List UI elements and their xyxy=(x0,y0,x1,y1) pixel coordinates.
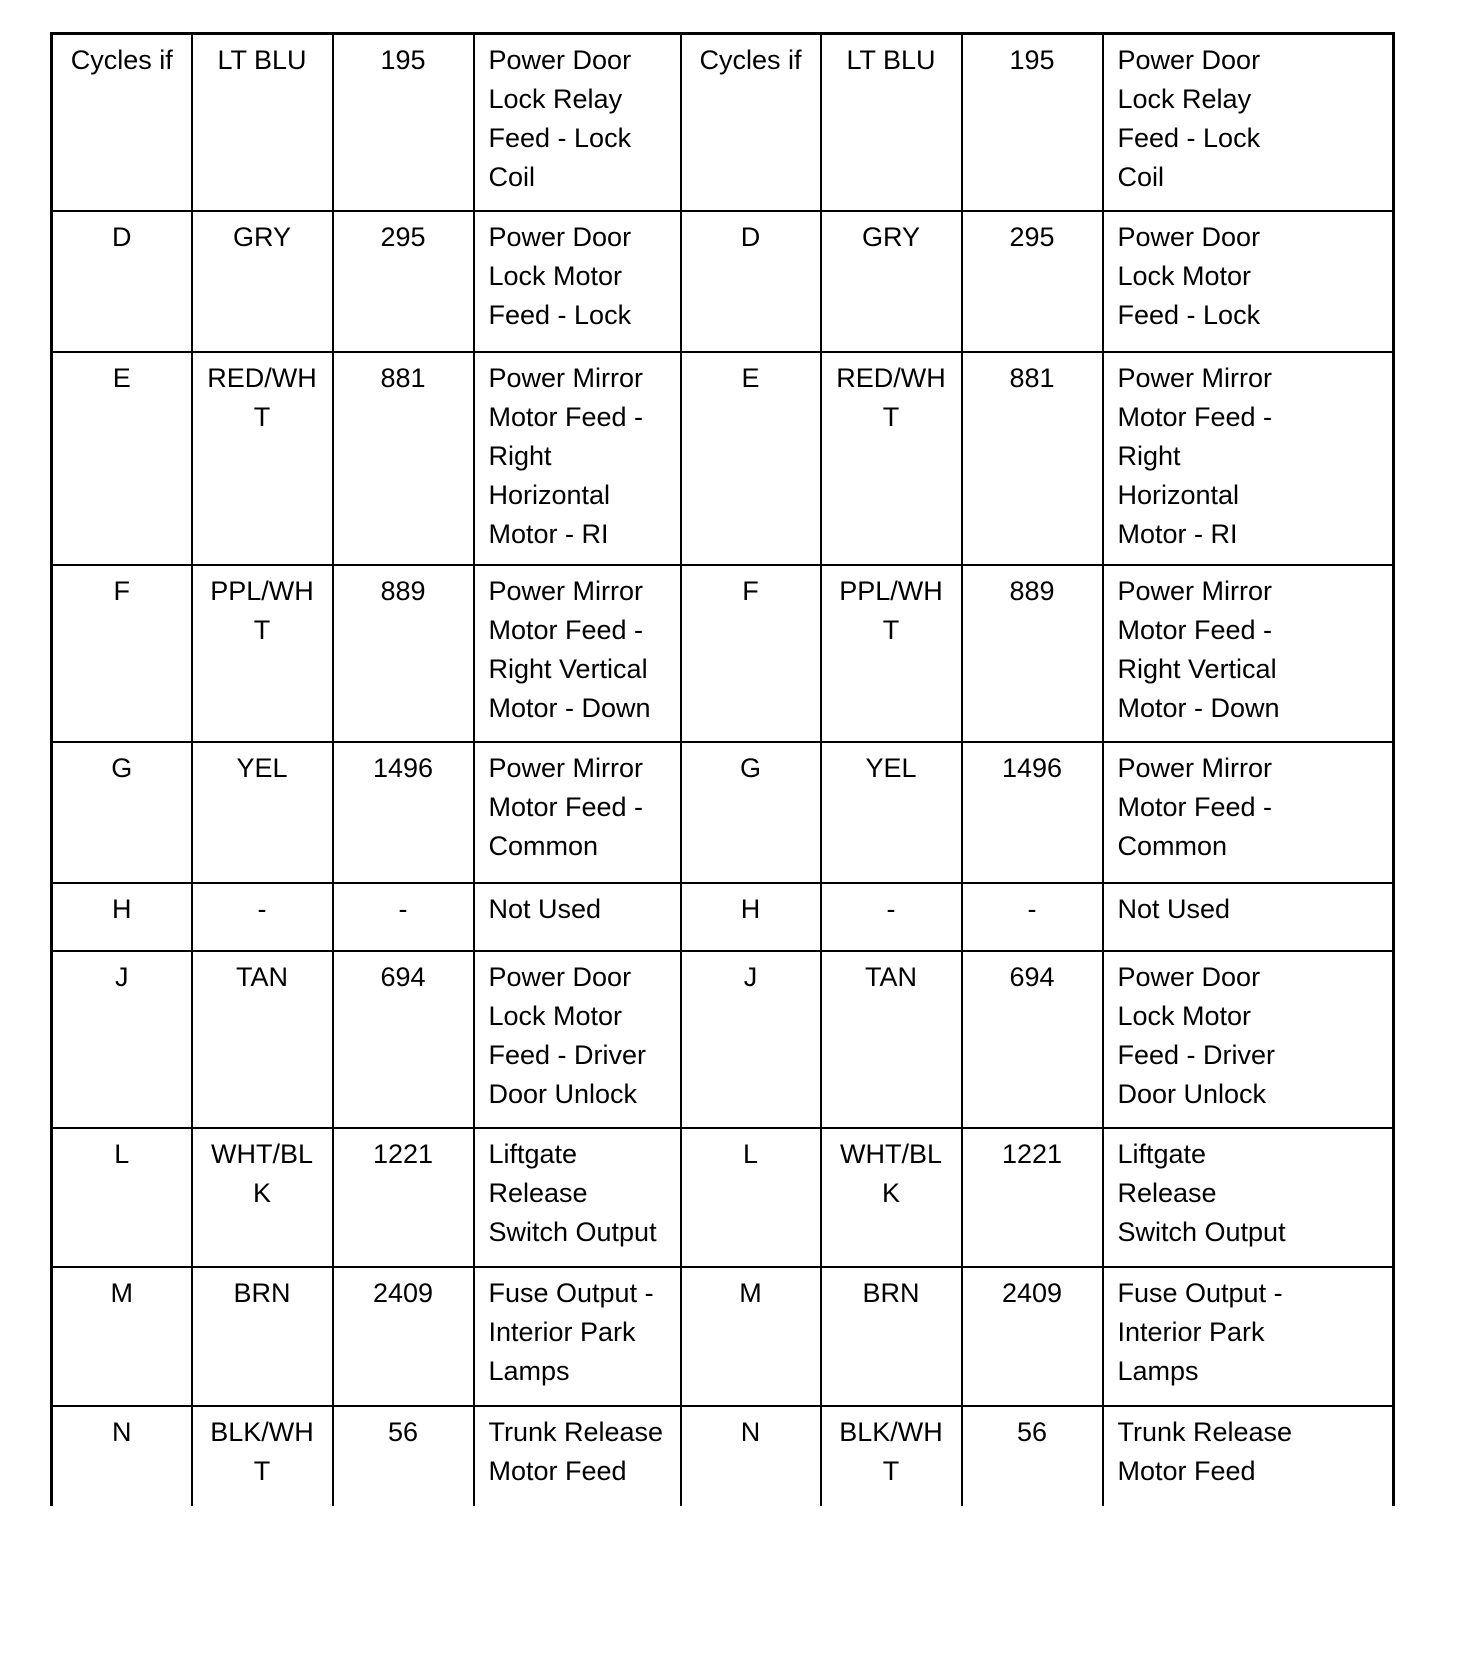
function-line: Horizontal xyxy=(488,479,611,510)
function-line: Lock Motor xyxy=(488,1000,623,1031)
function-cell xyxy=(1103,883,1394,951)
function-line: Feed - Lock xyxy=(1117,123,1261,153)
pin-cell: D xyxy=(52,211,192,352)
function-line: Liftgate xyxy=(488,1138,578,1169)
function-line: Motor - Down xyxy=(1117,692,1280,723)
pin-cell: E xyxy=(52,352,192,565)
wire-color-line: WHT/BL xyxy=(839,1138,942,1169)
function-line: Motor - RI xyxy=(488,518,609,549)
function-line: Power Mirror xyxy=(1117,752,1273,783)
circuit-number-cell: 2409 xyxy=(962,1267,1103,1406)
function-line: Fuse Output - xyxy=(1117,1277,1283,1308)
function-line: Lock Relay xyxy=(1117,84,1252,114)
wire-color-cell xyxy=(821,883,962,951)
function-line: Feed - Lock xyxy=(488,299,632,330)
circuit-number-cell: - xyxy=(962,883,1103,951)
wire-color-line: T xyxy=(882,614,900,645)
pin-cell: Cycles if xyxy=(681,34,821,211)
wire-color-cell xyxy=(821,565,962,742)
function-cell xyxy=(474,34,681,211)
function-line: Trunk Release xyxy=(1117,1416,1293,1447)
function-line: Coil xyxy=(1117,162,1165,192)
pin-cell: N xyxy=(52,1406,192,1506)
function-cell xyxy=(1103,34,1394,211)
pin-cell: J xyxy=(681,951,821,1128)
function-line: Power Mirror xyxy=(488,575,644,606)
function-line: Motor Feed - xyxy=(488,614,644,645)
wire-color-line: T xyxy=(882,1455,900,1486)
function-line: Interior Park xyxy=(488,1316,636,1347)
function-line: Lock Motor xyxy=(1117,260,1252,291)
wire-color-line: RED/WH xyxy=(207,362,317,393)
function-line: Common xyxy=(488,830,599,861)
function-cell xyxy=(1103,1406,1394,1506)
function-line: Power Door xyxy=(488,221,632,252)
connector-pinout-table xyxy=(50,32,1395,1506)
function-line: Right xyxy=(1117,440,1181,471)
pin-cell: H xyxy=(52,883,192,951)
wire-color-line: TAN xyxy=(236,961,288,992)
wire-color-line: BRN xyxy=(862,1277,920,1308)
function-cell xyxy=(474,1406,681,1506)
pin-cell: E xyxy=(681,352,821,565)
circuit-number-cell: 1221 xyxy=(962,1128,1103,1267)
function-line: Power Door xyxy=(1117,45,1261,75)
circuit-number-cell: 195 xyxy=(333,34,474,211)
wire-color-line: TAN xyxy=(865,961,917,992)
function-cell xyxy=(474,565,681,742)
function-line: Switch Output xyxy=(488,1216,657,1247)
circuit-number-cell: 694 xyxy=(333,951,474,1128)
function-cell xyxy=(474,883,681,951)
circuit-number-cell: 295 xyxy=(962,211,1103,352)
circuit-number-cell: 889 xyxy=(962,565,1103,742)
table-row xyxy=(52,565,1394,742)
wire-color-cell xyxy=(192,883,333,951)
function-line: Trunk Release xyxy=(488,1416,664,1447)
function-line: Interior Park xyxy=(1117,1316,1265,1347)
wire-color-line: T xyxy=(882,401,900,432)
function-line: Switch Output xyxy=(1117,1216,1286,1247)
circuit-number-cell: - xyxy=(333,883,474,951)
wire-color-cell xyxy=(192,1406,333,1506)
circuit-number-cell: 881 xyxy=(333,352,474,565)
function-line: Lock Motor xyxy=(1117,1000,1252,1031)
function-line: Not Used xyxy=(488,893,602,924)
function-cell xyxy=(474,951,681,1128)
table-row xyxy=(52,883,1394,951)
pin-cell: G xyxy=(681,742,821,883)
circuit-number-cell: 195 xyxy=(962,34,1103,211)
wire-color-cell xyxy=(821,1267,962,1406)
wire-color-cell xyxy=(192,34,333,211)
wire-color-cell xyxy=(192,565,333,742)
pin-cell: L xyxy=(52,1128,192,1267)
wire-color-line: - xyxy=(257,893,267,924)
circuit-number-cell: 1496 xyxy=(962,742,1103,883)
function-line: Power Mirror xyxy=(488,752,644,783)
function-line: Feed - Lock xyxy=(1117,299,1261,330)
circuit-number-cell: 889 xyxy=(333,565,474,742)
pin-cell: M xyxy=(52,1267,192,1406)
function-line: Door Unlock xyxy=(1117,1078,1267,1109)
function-cell xyxy=(1103,742,1394,883)
wire-color-cell xyxy=(821,1128,962,1267)
function-line: Common xyxy=(1117,830,1228,861)
pin-cell: H xyxy=(681,883,821,951)
function-cell xyxy=(1103,211,1394,352)
wire-color-line: PPL/WH xyxy=(839,575,943,606)
circuit-number-cell: 295 xyxy=(333,211,474,352)
pin-cell: D xyxy=(681,211,821,352)
pin-cell: F xyxy=(681,565,821,742)
function-line: Not Used xyxy=(1117,893,1231,924)
function-cell xyxy=(474,1128,681,1267)
pin-cell: N xyxy=(681,1406,821,1506)
function-cell xyxy=(474,1267,681,1406)
wire-color-line: RED/WH xyxy=(836,362,946,393)
wire-color-cell xyxy=(192,1128,333,1267)
function-line: Feed - Driver xyxy=(1117,1039,1276,1070)
function-line: Power Mirror xyxy=(488,362,644,393)
function-line: Power Door xyxy=(488,961,632,992)
pin-cell: L xyxy=(681,1128,821,1267)
wire-color-cell xyxy=(821,211,962,352)
function-line: Power Door xyxy=(1117,221,1261,252)
function-line: Lamps xyxy=(1117,1355,1199,1386)
function-cell xyxy=(474,742,681,883)
pin-cell: G xyxy=(52,742,192,883)
wire-color-cell xyxy=(192,352,333,565)
wire-color-cell xyxy=(192,1267,333,1406)
table-row xyxy=(52,34,1394,211)
wire-color-line: LT BLU xyxy=(846,45,936,75)
table-row xyxy=(52,352,1394,565)
wire-color-line: GRY xyxy=(232,221,292,252)
wire-color-line: K xyxy=(252,1177,271,1208)
wire-color-line: BLK/WH xyxy=(839,1416,943,1447)
wire-color-line: K xyxy=(881,1177,900,1208)
function-line: Motor Feed - xyxy=(1117,614,1273,645)
function-cell xyxy=(474,211,681,352)
function-cell xyxy=(474,352,681,565)
wire-color-cell xyxy=(821,1406,962,1506)
table-row xyxy=(52,1267,1394,1406)
table-row xyxy=(52,211,1394,352)
function-cell xyxy=(1103,565,1394,742)
wire-color-cell xyxy=(821,951,962,1128)
function-line: Fuse Output - xyxy=(488,1277,654,1308)
table-row xyxy=(52,1406,1394,1506)
function-cell xyxy=(1103,1128,1394,1267)
function-line: Power Door xyxy=(1117,961,1261,992)
wire-color-line: YEL xyxy=(236,752,288,783)
function-line: Right Vertical xyxy=(488,653,648,684)
function-cell xyxy=(1103,1267,1394,1406)
table-row xyxy=(52,742,1394,883)
function-line: Motor Feed - xyxy=(488,791,644,822)
wire-color-line: WHT/BL xyxy=(210,1138,313,1169)
table-row xyxy=(52,1128,1394,1267)
function-line: Horizontal xyxy=(1117,479,1240,510)
circuit-number-cell: 694 xyxy=(962,951,1103,1128)
wire-color-line: LT BLU xyxy=(217,45,307,75)
function-line: Release xyxy=(488,1177,588,1208)
function-line: Lock Relay xyxy=(488,84,623,114)
function-line: Door Unlock xyxy=(488,1078,638,1109)
function-line: Motor Feed - xyxy=(1117,401,1273,432)
function-line: Motor - RI xyxy=(1117,518,1238,549)
wire-color-line: YEL xyxy=(865,752,917,783)
function-line: Right Vertical xyxy=(1117,653,1277,684)
function-line: Power Door xyxy=(488,45,632,75)
function-line: Power Mirror xyxy=(1117,362,1273,393)
function-line: Motor - Down xyxy=(488,692,651,723)
function-cell xyxy=(1103,352,1394,565)
function-line: Motor Feed xyxy=(488,1455,627,1486)
pin-cell: M xyxy=(681,1267,821,1406)
pin-cell: Cycles if xyxy=(52,34,192,211)
circuit-number-cell: 56 xyxy=(962,1406,1103,1506)
function-line: Release xyxy=(1117,1177,1217,1208)
wire-color-cell xyxy=(821,742,962,883)
pin-cell: J xyxy=(52,951,192,1128)
circuit-number-cell: 1496 xyxy=(333,742,474,883)
function-line: Coil xyxy=(488,162,536,192)
wire-color-cell xyxy=(192,951,333,1128)
function-line: Lamps xyxy=(488,1355,570,1386)
function-line: Feed - Lock xyxy=(488,123,632,153)
circuit-number-cell: 1221 xyxy=(333,1128,474,1267)
wire-color-line: GRY xyxy=(861,221,921,252)
circuit-number-cell: 2409 xyxy=(333,1267,474,1406)
wire-color-cell xyxy=(821,352,962,565)
function-cell xyxy=(1103,951,1394,1128)
function-line: Motor Feed - xyxy=(488,401,644,432)
table-row xyxy=(52,951,1394,1128)
wire-color-line: T xyxy=(253,614,271,645)
circuit-number-cell: 56 xyxy=(333,1406,474,1506)
circuit-number-cell: 881 xyxy=(962,352,1103,565)
wire-color-cell xyxy=(192,211,333,352)
wire-color-cell xyxy=(821,34,962,211)
wire-color-line: T xyxy=(253,401,271,432)
pin-cell: F xyxy=(52,565,192,742)
wire-color-line: BLK/WH xyxy=(210,1416,314,1447)
function-line: Right xyxy=(488,440,552,471)
function-line: Feed - Driver xyxy=(488,1039,647,1070)
function-line: Power Mirror xyxy=(1117,575,1273,606)
wire-color-cell xyxy=(192,742,333,883)
function-line: Motor Feed - xyxy=(1117,791,1273,822)
wire-color-line: BRN xyxy=(233,1277,291,1308)
function-line: Lock Motor xyxy=(488,260,623,291)
table-body xyxy=(52,34,1394,1506)
function-line: Liftgate xyxy=(1117,1138,1207,1169)
wire-color-line: T xyxy=(253,1455,271,1486)
function-line: Motor Feed xyxy=(1117,1455,1256,1486)
wire-color-line: - xyxy=(886,893,896,924)
wire-color-line: PPL/WH xyxy=(210,575,314,606)
